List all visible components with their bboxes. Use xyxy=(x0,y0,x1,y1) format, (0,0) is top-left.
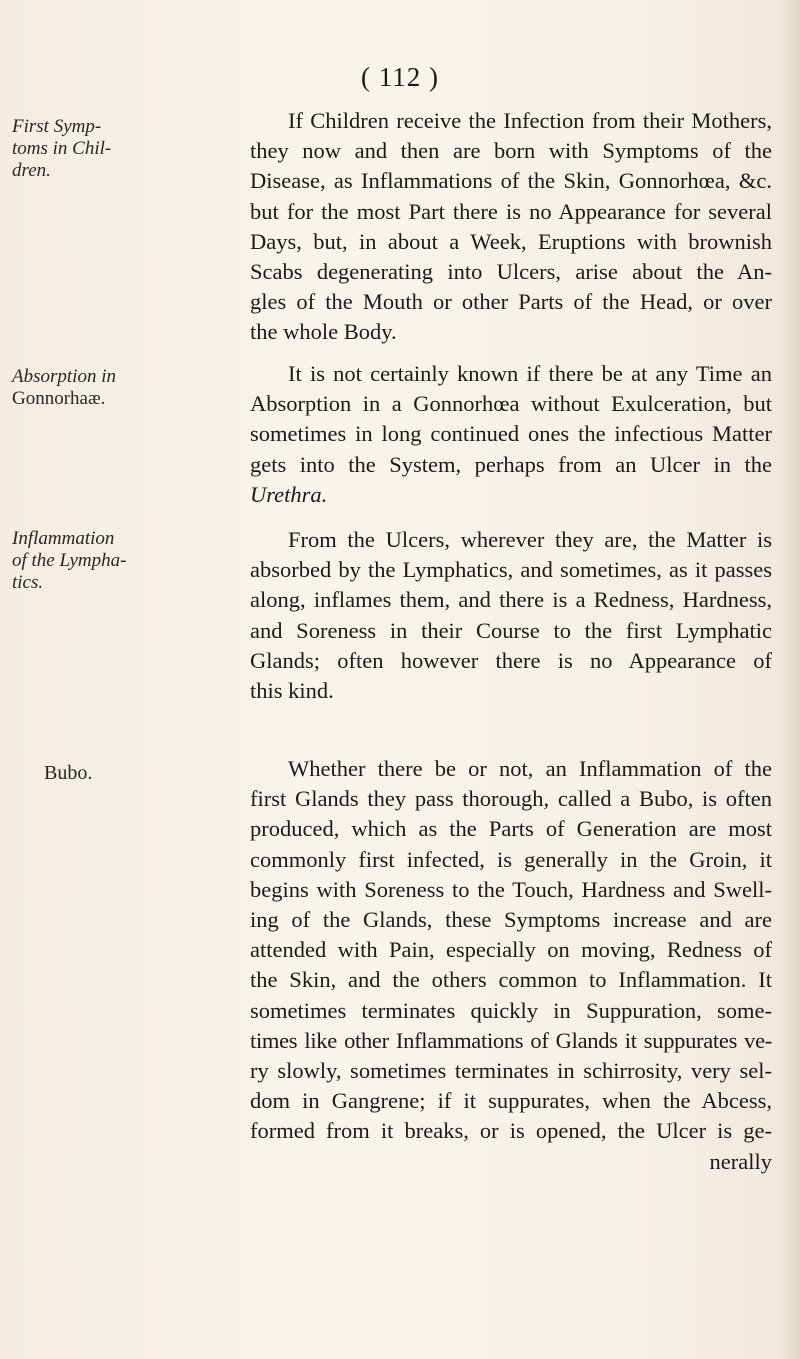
margin-note-absorption xyxy=(12,366,120,410)
margin-note-inflammation xyxy=(12,528,127,594)
text-line: Disease, as Inflammations of the Skin, Gonnorhœa, &c. xyxy=(250,168,772,194)
text-line: produced, which as the Parts of Generation are most xyxy=(250,816,772,842)
paragraph-absorption xyxy=(250,359,772,510)
text-line: Glands; often however there is no Appearance of xyxy=(250,647,772,673)
text-line: sometimes in long continued ones the infectious Matter xyxy=(250,421,772,447)
text-line: formed from it breaks, or is opened, the Ulcer is ge- xyxy=(250,1118,772,1144)
text-line: Absorption in a Gonnorhœa without Exulceration, but xyxy=(250,391,772,417)
page-edge-shadow xyxy=(778,0,800,1359)
margin-note-line: toms in Chil- xyxy=(12,138,112,159)
text-line: Days, but, in about a Week, Eruptions with brownish xyxy=(250,228,772,254)
margin-note-line: of the Lympha- xyxy=(12,550,127,571)
margin-note-line: Absorption in xyxy=(12,366,116,387)
margin-note-line: Bubo. xyxy=(44,762,93,784)
margin-note-line: First Symp- xyxy=(12,116,102,137)
paragraph-inflammation-lymphatics xyxy=(250,525,772,706)
text-line: commonly first infected, is generally in the Groin, it xyxy=(250,846,772,872)
text-line: ing of the Glands, these Symptoms increase and are xyxy=(250,907,772,933)
text-line: they now and then are born with Symptoms of the xyxy=(250,138,772,164)
text-line: begins with Soreness to the Touch, Hardness and Swell- xyxy=(250,876,772,902)
margin-note-line: Inflammation xyxy=(12,528,115,549)
text-line: Whether there be or not, an Inflammation of the xyxy=(288,756,772,781)
text-line: along, inflames them, and there is a Redness, Hardness, xyxy=(250,587,772,613)
text-line: times like other Inflammations of Glands it suppurates ve- xyxy=(250,1027,772,1053)
text-line: It is not certainly known if there be at any Time an xyxy=(288,361,772,386)
text-line: this kind. xyxy=(250,678,334,704)
margin-note-line: Gonnorhaæ. xyxy=(12,388,106,409)
text-line: the whole Body. xyxy=(250,319,397,345)
text-line: gles of the Mouth or other Parts of the Head, or over xyxy=(250,289,772,315)
catchword: nerally xyxy=(709,1148,772,1174)
text-line: sometimes terminates quickly in Suppuration, some- xyxy=(250,997,772,1023)
text-line: gets into the System, perhaps from an Ulcer in the xyxy=(250,451,772,477)
text-line: From the Ulcers, wherever they are, the Matter is xyxy=(288,527,772,552)
margin-note-bubo xyxy=(44,762,152,784)
text-line: If Children receive the Infection from their Mothers, xyxy=(288,108,772,133)
text-line: dom in Gangrene; if it suppurates, when the Abcess, xyxy=(250,1088,772,1114)
text-line: absorbed by the Lymphatics, and sometimes, as it passes xyxy=(250,557,772,583)
margin-note-line: tics. xyxy=(12,572,44,593)
text-line: first Glands they pass thorough, called a Bubo, is often xyxy=(250,786,772,812)
page-number: ( 112 ) xyxy=(361,62,439,92)
text-line: Urethra. xyxy=(250,481,328,507)
margin-note-first-symptoms xyxy=(12,116,120,182)
margin-note-line: dren. xyxy=(12,160,51,181)
text-line: but for the most Part there is no Appearance for several xyxy=(250,198,772,224)
text-line: Scabs degenerating into Ulcers, arise about the An- xyxy=(250,259,772,285)
text-line: and Soreness in their Course to the first Lymphatic xyxy=(250,617,772,643)
text-line: the Skin, and the others common to Inflammation. It xyxy=(250,967,772,993)
text-line: ry slowly, sometimes terminates in schirrosity, very sel- xyxy=(250,1058,772,1084)
paragraph-first-symptoms xyxy=(250,106,772,348)
paragraph-bubo xyxy=(250,754,772,1177)
text-line: attended with Pain, especially on moving, Redness of xyxy=(250,937,772,963)
